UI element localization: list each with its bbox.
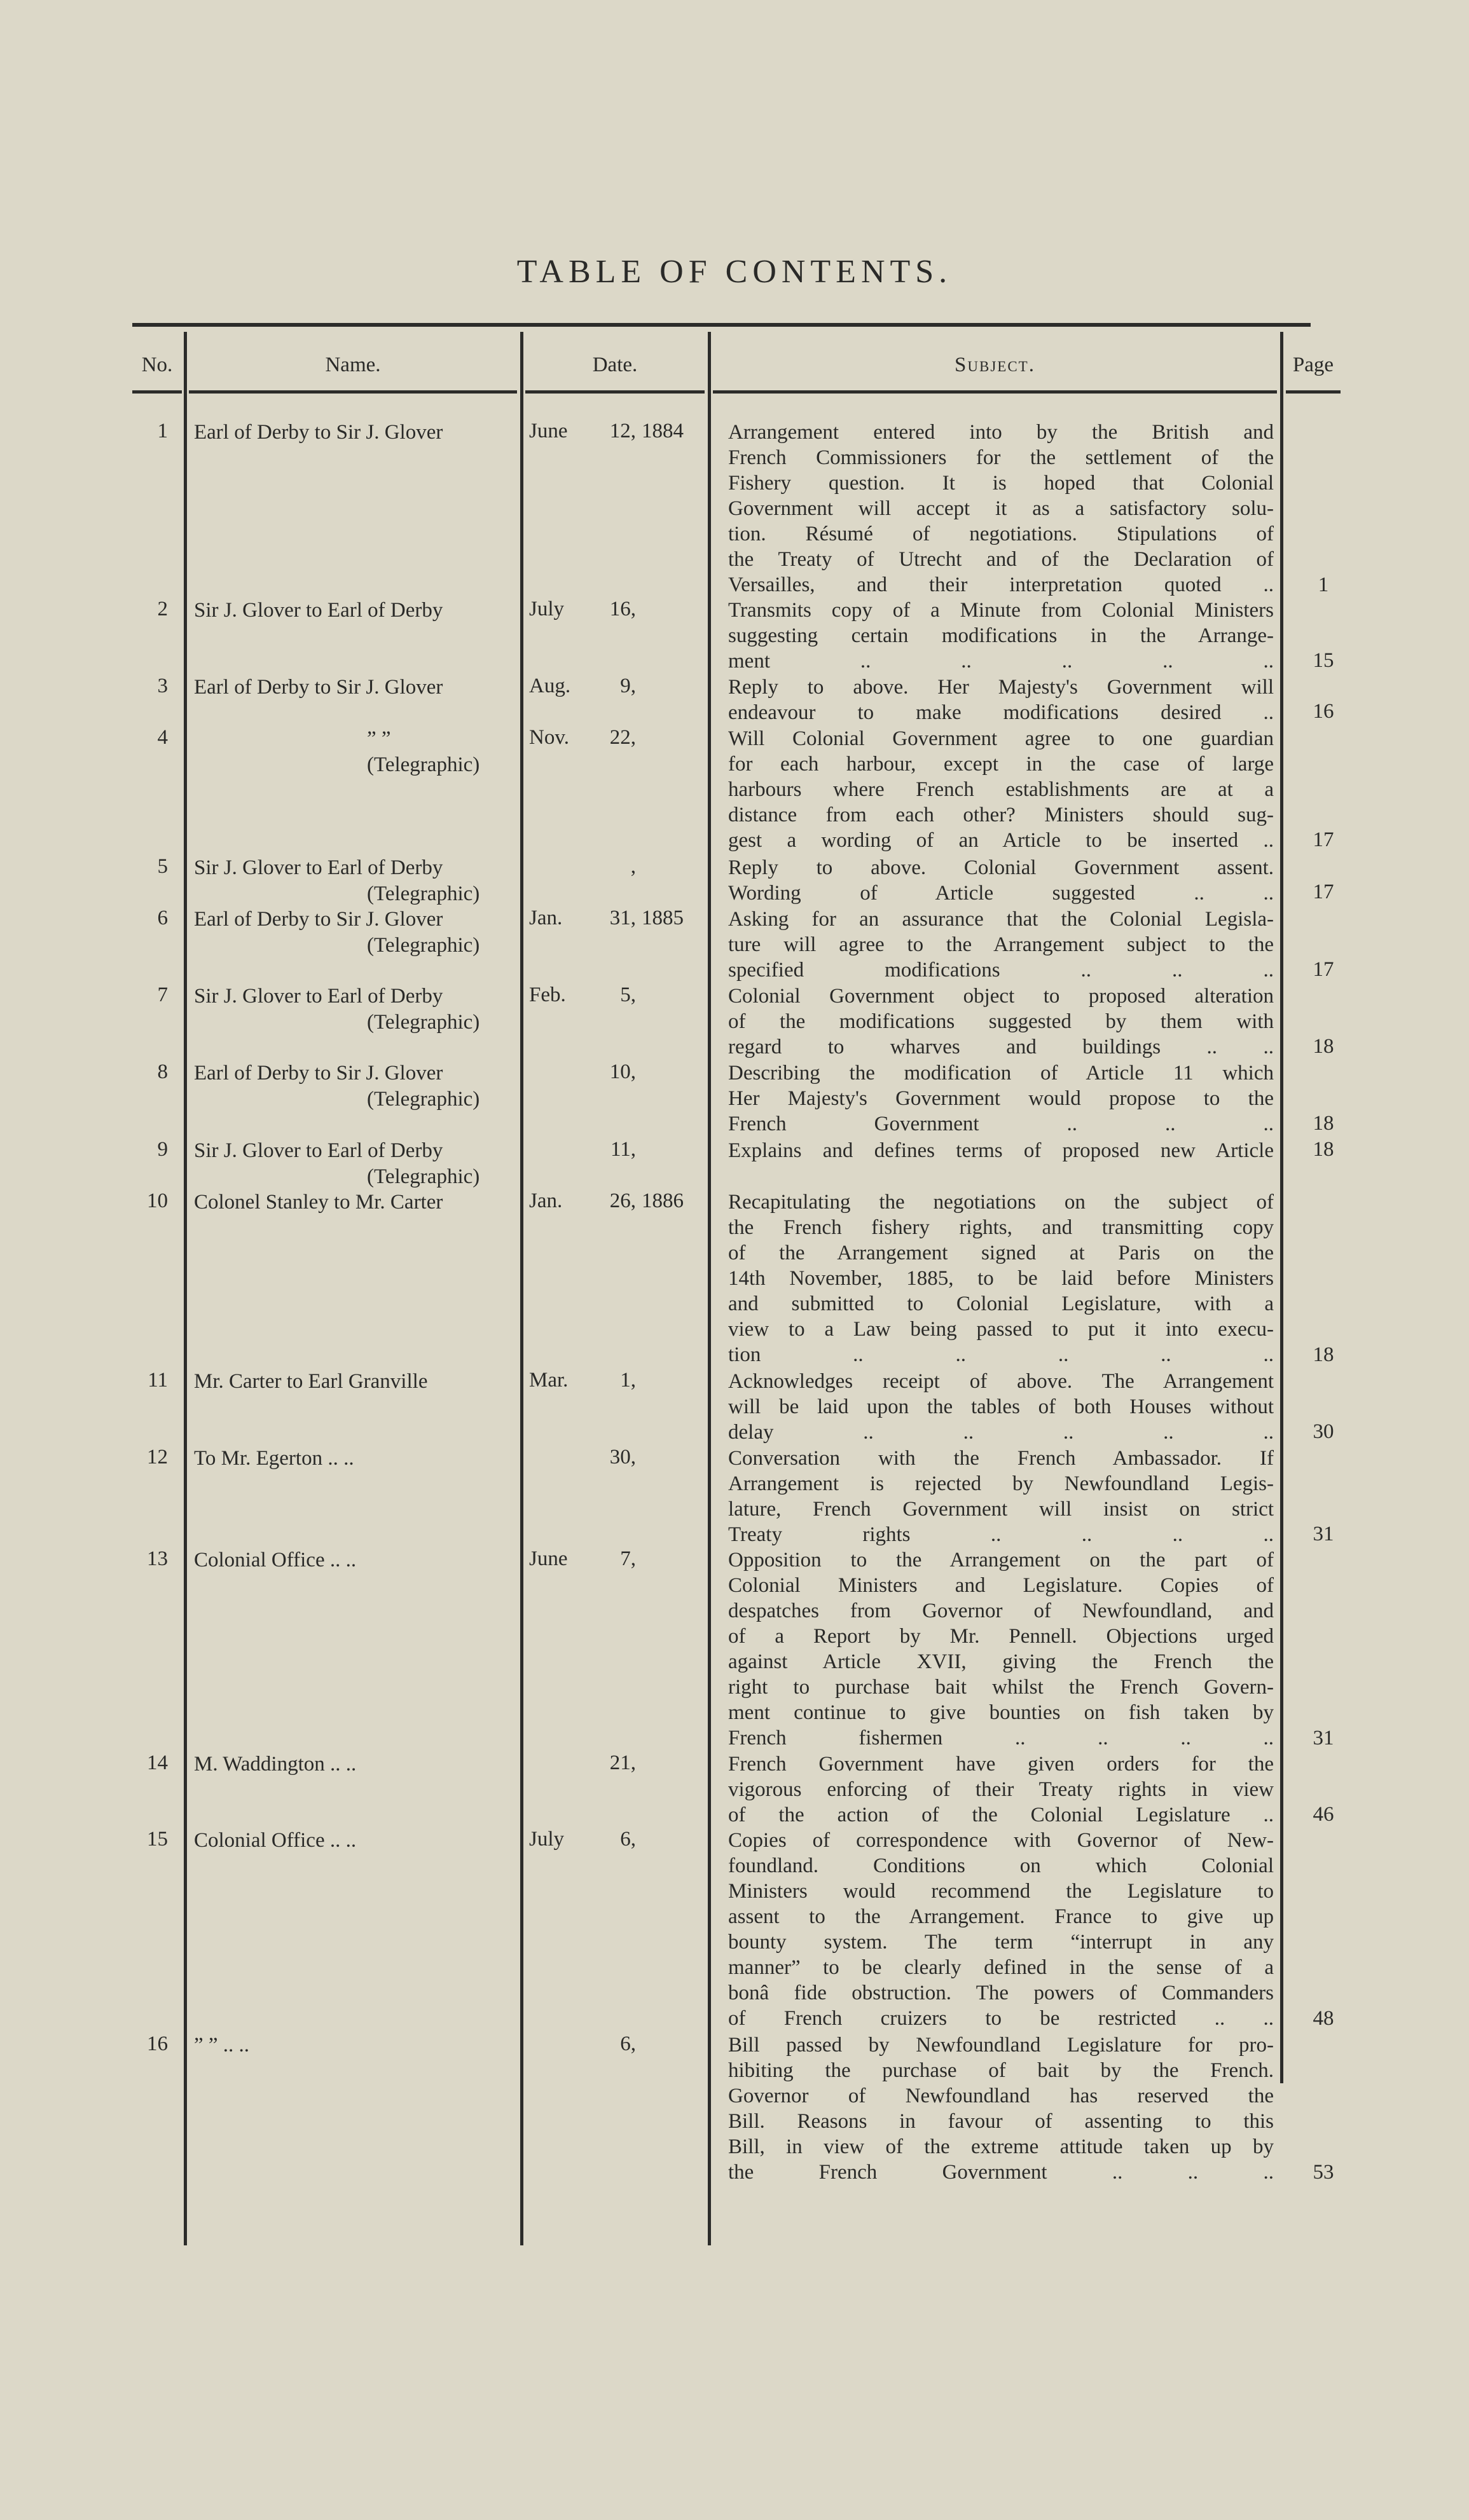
entry-subject-line: hibiting the purchase of bait by the French. [728, 2059, 1274, 2082]
entry-name-line: Mr. Carter to Earl Granville [194, 1370, 428, 1393]
entry-subject-line: 14th November, 1885, to be laid before Ministers [728, 1267, 1274, 1290]
header-date: Date. [592, 353, 638, 376]
entry-subject [728, 1828, 1274, 2031]
entry-subject-line: gest a wording of an Article to be inserted .. [728, 829, 1274, 852]
header-rule-page [1286, 390, 1341, 394]
entry-number: 3 [157, 675, 168, 697]
entry-name [194, 1828, 518, 1854]
entry-date-month: Aug. [529, 675, 571, 697]
entry-subject-line: Bill, in view of the extreme attitude taken up by [728, 2135, 1274, 2158]
entry-page-number: 30 [1313, 1420, 1334, 1443]
header-rule-no [132, 390, 182, 394]
entry-subject-line: Recapitulating the negotiations on the subject of [728, 1191, 1274, 1214]
entry-subject-line: Governor of Newfoundland has reserved the [728, 2085, 1274, 2107]
entry-subject-line: of the action of the Colonial Legislature .. [728, 1804, 1274, 1826]
entry-subject [728, 855, 1274, 906]
entry-page-number: 17 [1313, 828, 1334, 852]
entry-number: 11 [148, 1369, 168, 1392]
entry-subject-line: view to a Law being passed to put it into execu- [728, 1318, 1274, 1341]
entry-subject-line: Treaty rights .. .. .. .. [728, 1523, 1274, 1546]
entry-name [194, 1446, 518, 1472]
entry-name-line: Earl of Derby to Sir J. Glover [194, 1062, 443, 1085]
entry-date-day: 12, [609, 420, 636, 442]
entry-subject-line: foundland. Conditions on which Colonial [728, 1854, 1274, 1877]
entry-page-number: 18 [1313, 1343, 1334, 1366]
entry-number: 8 [157, 1060, 168, 1083]
entry-date-day: 22, [609, 726, 636, 749]
entry-subject [728, 1446, 1274, 1547]
entry-subject-line: of the Arrangement signed at Paris on the [728, 1242, 1274, 1264]
entry-date-day: 26, [609, 1189, 636, 1212]
entry-page-number: 18 [1313, 1138, 1334, 1161]
entry-subject-line: Her Majesty's Government would propose to the [728, 1087, 1274, 1110]
entry-name [194, 907, 518, 959]
entry-number: 2 [157, 598, 168, 620]
entry-subject-line: specified modifications .. .. .. [728, 959, 1274, 982]
entry-name-line: Sir J. Glover to Earl of Derby [194, 599, 443, 622]
entry-subject [728, 1138, 1274, 1163]
entry-date-day: 16, [609, 598, 636, 620]
entry-date-month: June [529, 420, 568, 442]
entry-subject [728, 726, 1274, 853]
entry-number: 5 [157, 855, 168, 878]
entry-subject-line: of the modifications suggested by them with [728, 1010, 1274, 1033]
entry-date-month: Nov. [529, 726, 569, 749]
header-subject: Subject. [955, 353, 1035, 376]
entry-name [194, 1189, 518, 1215]
header-rule-subject [713, 390, 1277, 394]
entry-page-number: 48 [1313, 2007, 1334, 2030]
entry-name-line: (Telegraphic) [367, 1165, 480, 1188]
entry-subject-line: Wording of Article suggested .. .. [728, 882, 1274, 905]
entry-date-day: 1, [620, 1369, 636, 1392]
entry-page-number: 46 [1313, 1802, 1334, 1826]
entry-subject [728, 1060, 1274, 1137]
entry-subject [728, 1547, 1274, 1751]
entry-subject-line: French Government .. .. .. [728, 1113, 1274, 1135]
entry-subject-line: delay .. .. .. .. .. [728, 1421, 1274, 1444]
entry-subject-line: Ministers would recommend the Legislature to [728, 1880, 1274, 1903]
entry-page-number: 53 [1313, 2160, 1334, 2184]
entry-subject-line: tion .. .. .. .. .. [728, 1343, 1274, 1366]
entry-date-day: 10, [609, 1060, 636, 1083]
entry-name [194, 726, 518, 778]
entry-subject [728, 983, 1274, 1060]
entry-subject-line: French Commissioners for the settlement of the [728, 446, 1274, 469]
entry-subject-line: the Treaty of Utrecht and of the Declaration of [728, 548, 1274, 571]
entry-subject-line: endeavour to make modifications desired .. [728, 701, 1274, 724]
entry-name-line: (Telegraphic) [367, 882, 480, 905]
top-rule [132, 323, 1311, 327]
entry-page-number: 15 [1313, 648, 1334, 672]
entry-page-number: 16 [1313, 700, 1334, 723]
entry-subject [728, 1189, 1274, 1367]
entry-name-line: Sir J. Glover to Earl of Derby [194, 985, 443, 1008]
entry-subject-line: Reply to above. Colonial Government assent. [728, 856, 1274, 879]
entry-subject [728, 675, 1274, 725]
entry-date-month: July [529, 598, 565, 620]
entry-subject-line: manner” to be clearly defined in the sense of a [728, 1956, 1274, 1979]
entry-subject-line: lature, French Government will insist on strict [728, 1498, 1274, 1521]
entry-subject-line: distance from each other? Ministers should sug- [728, 804, 1274, 826]
entry-number: 10 [147, 1189, 168, 1212]
header-page: Page [1292, 353, 1334, 376]
entry-subject-line: Conversation with the French Ambassador. If [728, 1447, 1274, 1470]
page-title: TABLE OF CONTENTS. [516, 254, 953, 290]
entry-page-number: 31 [1313, 1727, 1334, 1750]
entry-subject-line: French Government have given orders for the [728, 1753, 1274, 1776]
entry-name-line: Sir J. Glover to Earl of Derby [194, 1139, 443, 1162]
entry-name-line: (Telegraphic) [367, 1088, 480, 1111]
entry-date-day: , [630, 855, 636, 878]
column-rule-2 [520, 332, 523, 2245]
column-rule-4 [1280, 332, 1283, 2083]
entry-name [194, 2032, 518, 2058]
entry-page-number: 18 [1313, 1111, 1334, 1135]
entry-date-day: 5, [620, 983, 636, 1006]
entry-subject-line: Government will accept it as a satisfactory solu- [728, 497, 1274, 520]
entry-number: 16 [147, 2032, 168, 2055]
entry-number: 7 [157, 983, 168, 1006]
entry-name-line: Colonial Office .. .. [194, 1549, 357, 1572]
entry-page-number: 17 [1313, 880, 1334, 904]
entry-subject-line: ment continue to give bounties on fish taken by [728, 1701, 1274, 1724]
entry-date-month: Jan. [529, 907, 563, 929]
entry-subject-line: suggesting certain modifications in the Arrange- [728, 624, 1274, 647]
entry-number: 15 [147, 1828, 168, 1851]
entry-date-day: 21, [609, 1751, 636, 1774]
entry-page-number: 17 [1313, 957, 1334, 981]
entry-subject-line: Copies of correspondence with Governor of New- [728, 1829, 1274, 1852]
entry-subject-line: for each harbour, except in the case of large [728, 753, 1274, 776]
entry-subject-line: bounty system. The term “interrupt in any [728, 1931, 1274, 1954]
entry-subject-line: tion. Résumé of negotiations. Stipulations of [728, 523, 1274, 545]
entry-date-year: 1885 [642, 907, 684, 929]
entry-name-line: Colonial Office .. .. [194, 1829, 357, 1852]
entry-page-number: 31 [1313, 1522, 1334, 1545]
entry-number: 9 [157, 1138, 168, 1161]
entry-subject-line: Will Colonial Government agree to one guardian [728, 727, 1274, 750]
entry-name-line: (Telegraphic) [367, 1011, 480, 1034]
entry-subject [728, 598, 1274, 674]
column-rule-1 [184, 332, 187, 2245]
entry-number: 1 [157, 420, 168, 442]
entry-subject-line: will be laid upon the tables of both Houses without [728, 1395, 1274, 1418]
entry-date-day: 11, [610, 1138, 636, 1161]
entry-subject-line: and submitted to Colonial Legislature, with a [728, 1292, 1274, 1315]
entry-subject-line: Reply to above. Her Majesty's Government will [728, 676, 1274, 699]
entry-date-day: 7, [620, 1547, 636, 1570]
entry-number: 12 [147, 1446, 168, 1469]
entry-number: 4 [157, 726, 168, 749]
entry-subject-line: bonâ fide obstruction. The powers of Commanders [728, 1982, 1274, 2004]
entry-subject-line: of a Report by Mr. Pennell. Objections urged [728, 1625, 1274, 1648]
entry-date-day: 6, [620, 2032, 636, 2055]
entry-date-month: Feb. [529, 983, 566, 1006]
entry-name [194, 675, 518, 701]
entry-subject-line: Acknowledges receipt of above. The Arrangement [728, 1370, 1274, 1393]
entry-subject-line: vigorous enforcing of their Treaty rights in view [728, 1778, 1274, 1801]
entry-name-line: To Mr. Egerton .. .. [194, 1447, 354, 1470]
entry-subject-line: Colonial Ministers and Legislature. Copies of [728, 1574, 1274, 1597]
entry-subject-line: right to purchase bait whilst the French Govern- [728, 1676, 1274, 1699]
entry-date-year: 1886 [642, 1189, 684, 1212]
entry-subject [728, 1751, 1274, 1828]
entry-name [194, 1060, 518, 1113]
entry-subject-line: the French Government .. .. .. [728, 2161, 1274, 2184]
entry-subject-line: ment .. .. .. .. .. [728, 650, 1274, 673]
entry-name-line: Earl of Derby to Sir J. Glover [194, 421, 443, 444]
entry-subject-line: Fishery question. It is hoped that Colonial [728, 472, 1274, 495]
entry-name-line: (Telegraphic) [367, 753, 480, 776]
entry-subject [728, 1369, 1274, 1445]
entry-subject-line: the French fishery rights, and transmitting copy [728, 1216, 1274, 1239]
entry-number: 14 [147, 1751, 168, 1774]
entry-date-day: 9, [620, 675, 636, 697]
entry-subject-line: despatches from Governor of Newfoundland, and [728, 1599, 1274, 1622]
entry-date-month: June [529, 1547, 568, 1570]
entry-name [194, 1138, 518, 1190]
header-name: Name. [325, 353, 381, 376]
entry-number: 6 [157, 907, 168, 929]
entry-subject-line: against Article XVII, giving the French the [728, 1650, 1274, 1673]
entry-date-month: July [529, 1828, 565, 1851]
entry-name-line: Earl of Derby to Sir J. Glover [194, 676, 443, 699]
entry-subject-line: Describing the modification of Article 11 which [728, 1062, 1274, 1085]
header-no: No. [141, 353, 173, 376]
entry-name [194, 598, 518, 624]
entry-name [194, 1547, 518, 1573]
entry-name-line: Sir J. Glover to Earl of Derby [194, 856, 443, 879]
entry-subject-line: Arrangement is rejected by Newfoundland Legis- [728, 1472, 1274, 1495]
column-rule-3 [708, 332, 711, 2245]
entry-name-line: ” ” [367, 727, 391, 750]
entry-subject-line: of French cruizers to be restricted .. .. [728, 2007, 1274, 2030]
entry-name [194, 983, 518, 1036]
entry-subject-line: Asking for an assurance that the Colonial Legisla- [728, 908, 1274, 931]
entry-name [194, 1369, 518, 1395]
entry-date-day: 30, [609, 1446, 636, 1469]
header-rule-name [189, 390, 517, 394]
entry-subject [728, 907, 1274, 983]
entry-subject-line: Bill. Reasons in favour of assenting to this [728, 2110, 1274, 2133]
entry-subject-line: ture will agree to the Arrangement subject to the [728, 933, 1274, 956]
entry-date-year: 1884 [642, 420, 684, 442]
entry-subject-line: Versailles, and their interpretation quoted .. [728, 573, 1274, 596]
entry-name-line: ” ” .. .. [194, 2034, 250, 2057]
entry-date-month: Mar. [529, 1369, 569, 1392]
entry-date-month: Jan. [529, 1189, 563, 1212]
entry-name [194, 1751, 518, 1777]
entry-subject-line: Arrangement entered into by the British and [728, 421, 1274, 444]
entry-subject [728, 2032, 1274, 2185]
entry-name-line: M. Waddington .. .. [194, 1753, 357, 1776]
entry-date-day: 31, [609, 907, 636, 929]
entry-page-number: 1 [1318, 573, 1329, 596]
entry-date-day: 6, [620, 1828, 636, 1851]
entry-name-line: Colonel Stanley to Mr. Carter [194, 1191, 443, 1214]
entry-page-number: 18 [1313, 1034, 1334, 1058]
entry-name-line: (Telegraphic) [367, 934, 480, 957]
entry-subject-line: regard to wharves and buildings .. .. [728, 1036, 1274, 1058]
entry-subject-line: Colonial Government object to proposed alteration [728, 985, 1274, 1008]
entry-name [194, 855, 518, 907]
entry-subject-line: Opposition to the Arrangement on the part of [728, 1549, 1274, 1572]
entry-subject-line: Transmits copy of a Minute from Colonial Ministers [728, 599, 1274, 622]
entry-number: 13 [147, 1547, 168, 1570]
entry-subject [728, 420, 1274, 598]
entry-name-line: Earl of Derby to Sir J. Glover [194, 908, 443, 931]
entry-subject-line: assent to the Arrangement. France to give up [728, 1905, 1274, 1928]
entry-subject-line: Bill passed by Newfoundland Legislature for pro- [728, 2034, 1274, 2057]
header-rule-date [525, 390, 705, 394]
entry-subject-line: French fishermen .. .. .. .. [728, 1727, 1274, 1750]
entry-subject-line: harbours where French establishments are at a [728, 778, 1274, 801]
entry-subject-line: Explains and defines terms of proposed new Article [728, 1139, 1274, 1162]
entry-name [194, 420, 518, 446]
